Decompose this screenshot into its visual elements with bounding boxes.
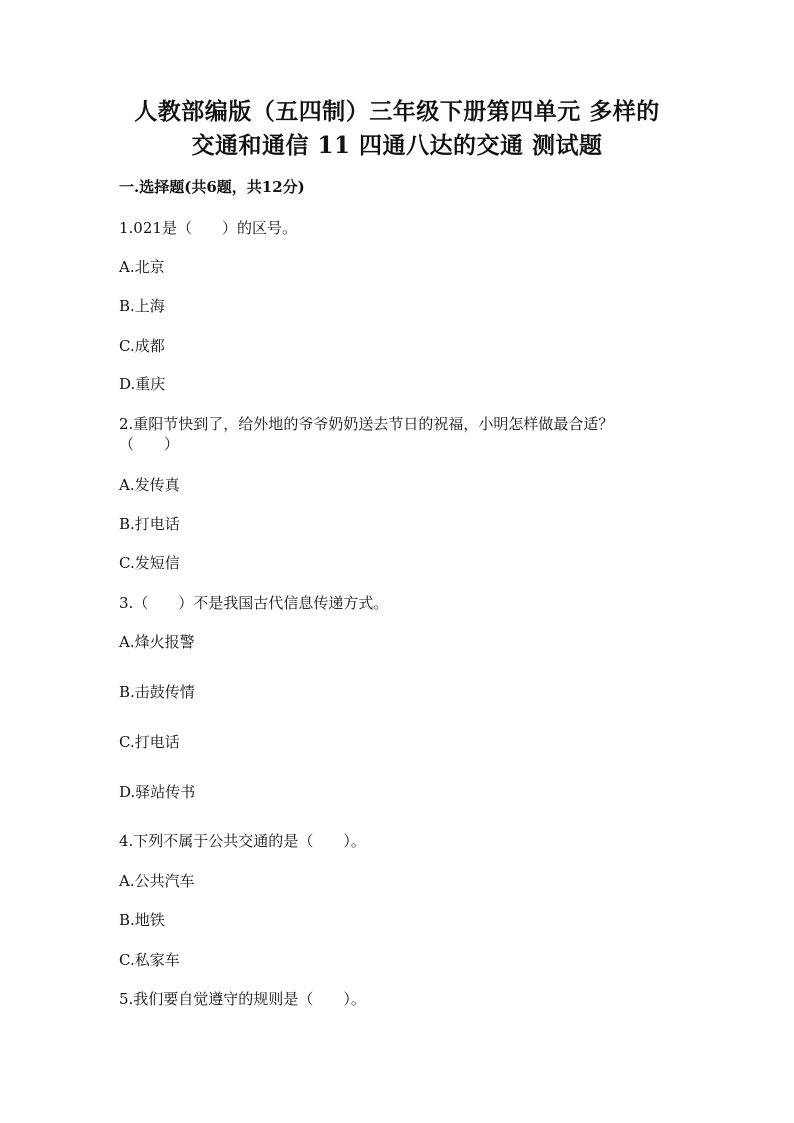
question-1-option-c: C.成都 <box>119 337 165 355</box>
question-4-option-b: B.地铁 <box>119 911 165 929</box>
question-1-option-d: D.重庆 <box>119 375 166 393</box>
section-heading: 一.选择题(共6题，共12分) <box>119 178 305 196</box>
question-1-stem: 1.021是（ ）的区号。 <box>119 219 297 237</box>
question-1-option-a: A.北京 <box>119 258 165 276</box>
question-3-option-c: C.打电话 <box>119 733 180 751</box>
question-3-stem: 3.（ ）不是我国古代信息传递方式。 <box>119 594 389 612</box>
question-3-option-d: D.驿站传书 <box>119 783 196 801</box>
question-5-stem: 5.我们要自觉遵守的规则是（ ）。 <box>119 990 366 1008</box>
question-4-option-a: A.公共汽车 <box>119 872 195 890</box>
question-2-option-b: B.打电话 <box>119 515 180 533</box>
question-4-stem: 4.下列不属于公共交通的是（ ）。 <box>119 832 366 850</box>
question-3-option-b: B.击鼓传情 <box>119 683 195 701</box>
document-title-line-1: 人教部编版（五四制）三年级下册第四单元 多样的 <box>134 98 660 125</box>
question-4-option-c: C.私家车 <box>119 951 180 969</box>
question-1-option-b: B.上海 <box>119 297 165 315</box>
question-2-option-a: A.发传真 <box>119 476 180 494</box>
question-2-stem: 2.重阳节快到了，给外地的爷爷奶奶送去节日的祝福，小明怎样做最合适？（ ） <box>119 415 614 453</box>
question-2-option-c: C.发短信 <box>119 554 180 572</box>
document-title-line-2: 交通和通信 11 四通八达的交通 测试题 <box>191 132 603 159</box>
question-3-option-a: A.烽火报警 <box>119 633 195 651</box>
